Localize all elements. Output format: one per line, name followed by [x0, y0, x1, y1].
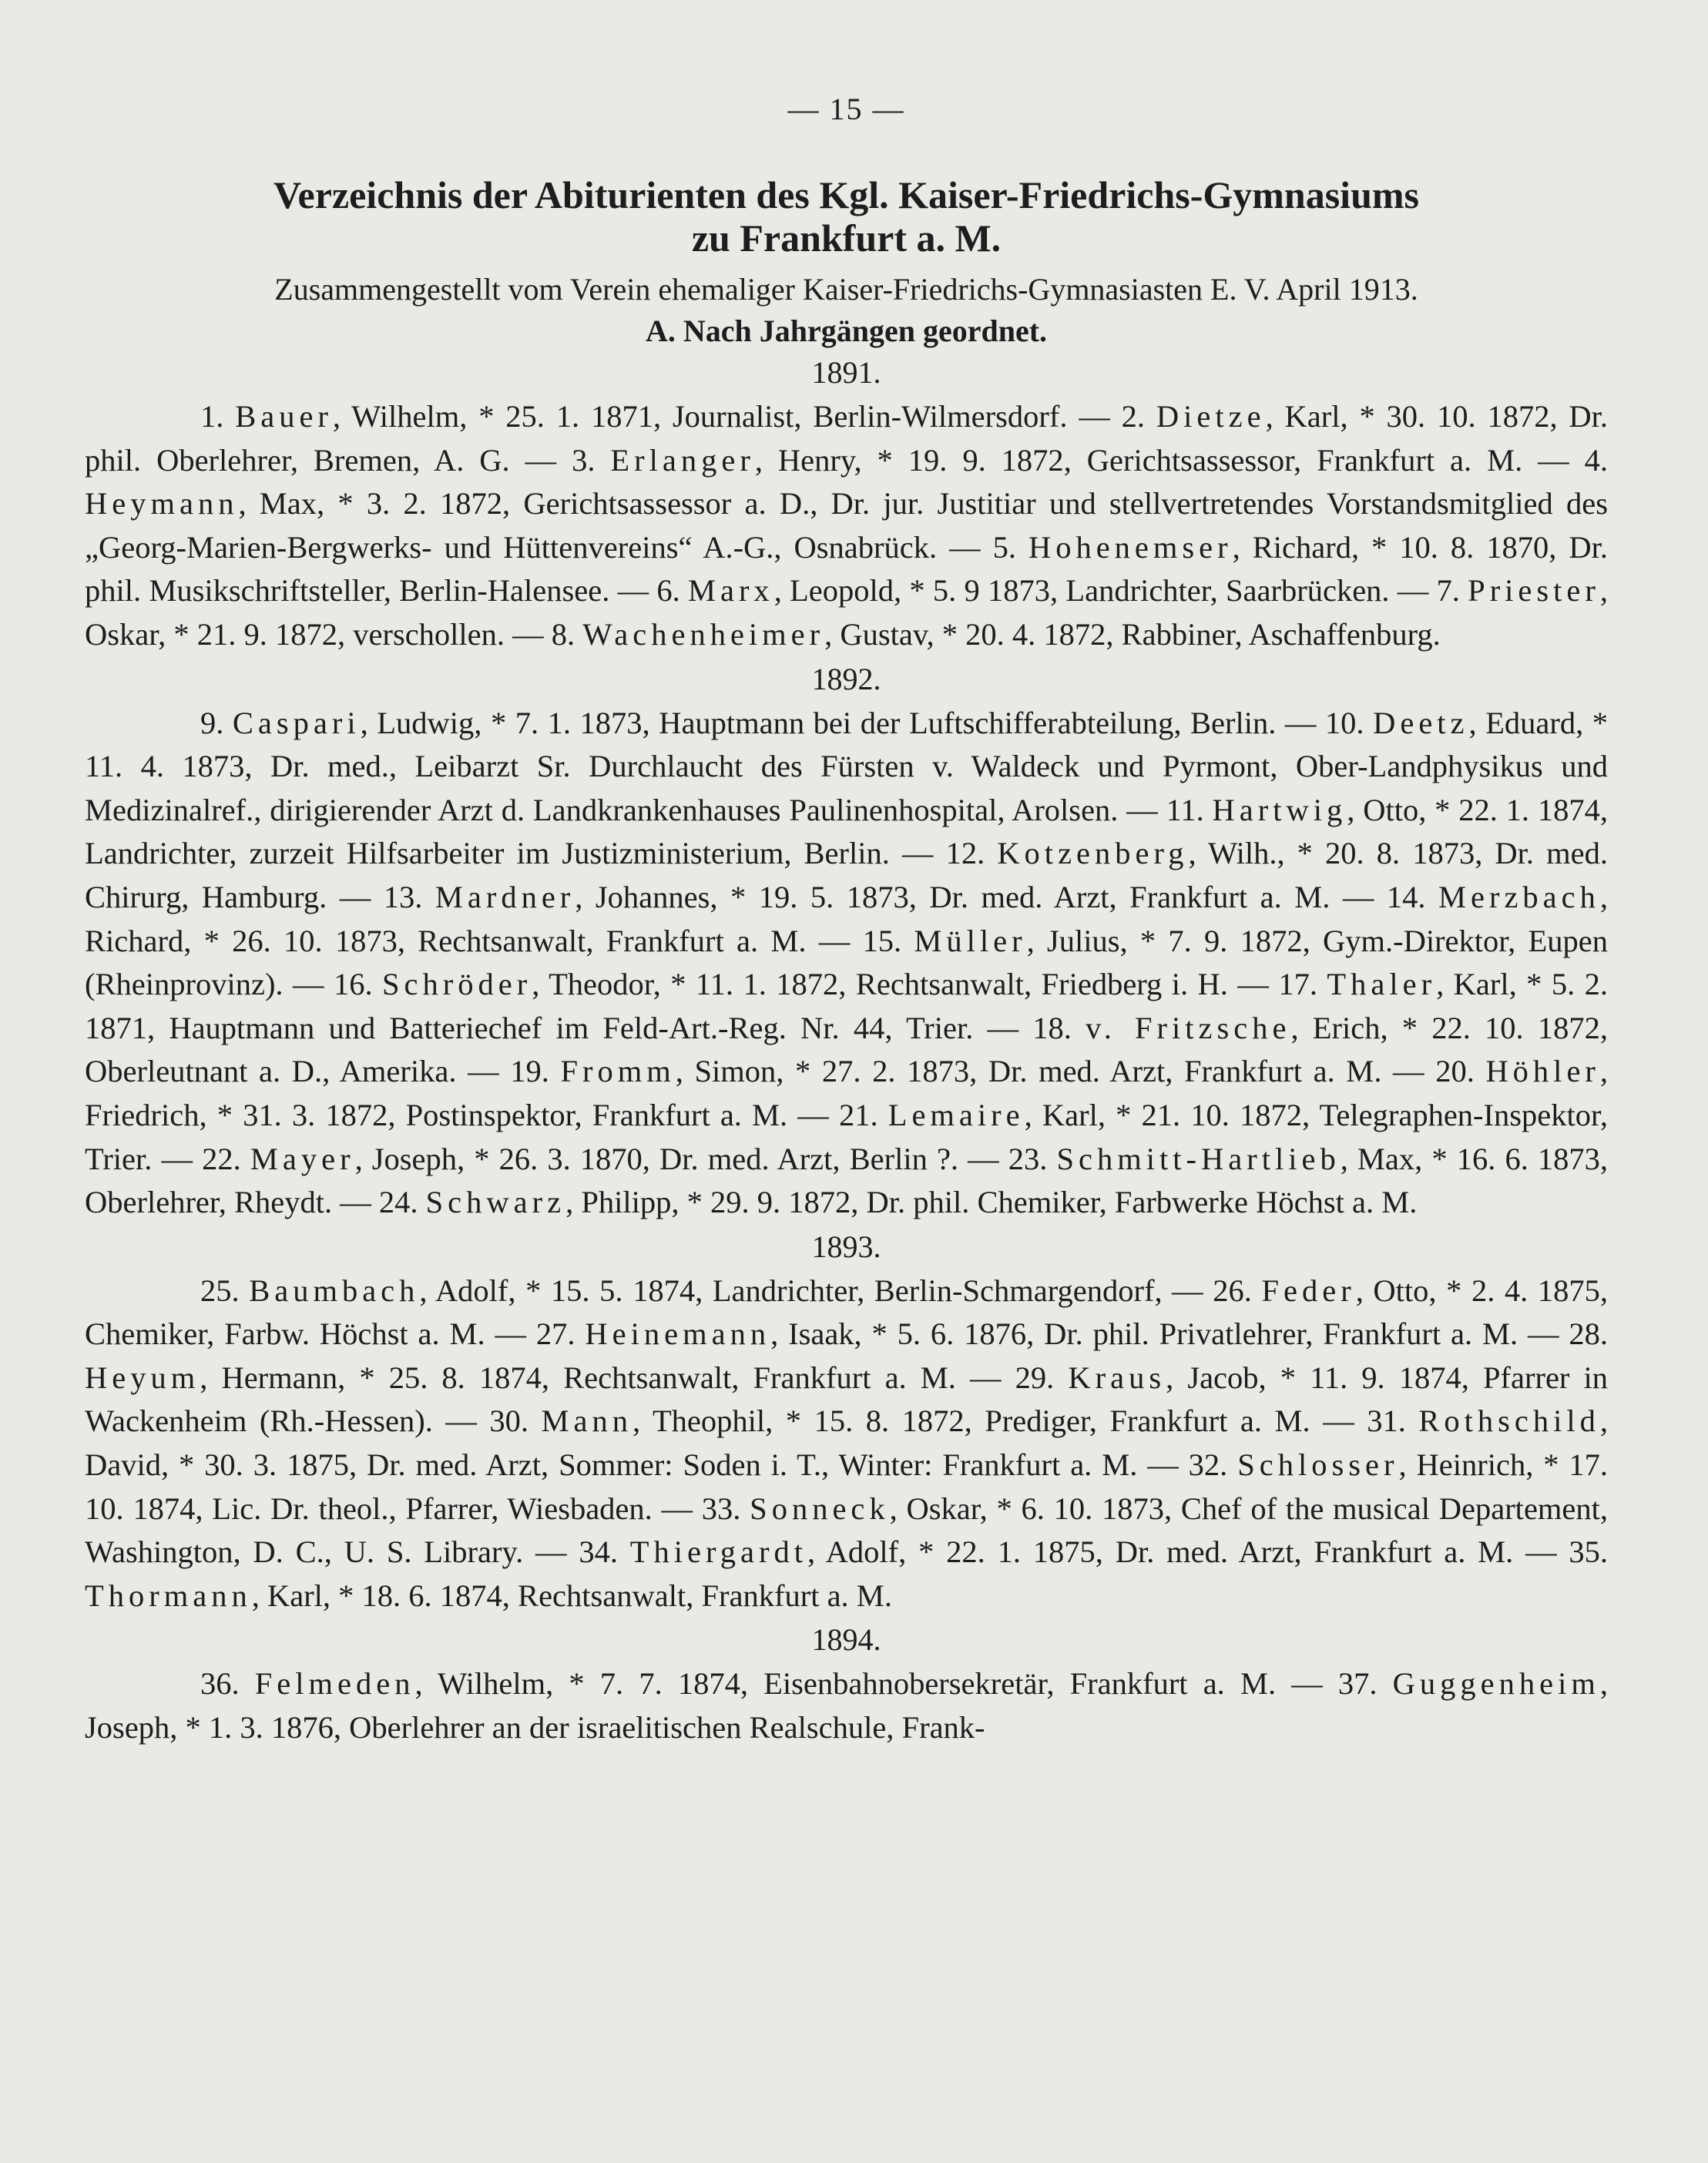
entry-details: , Theophil, * 15. 8. 1872, Prediger, Frankfurt a. M. —	[633, 1403, 1354, 1439]
entry-name: Heinemann	[585, 1316, 771, 1352]
entry-name: Guggenheim	[1392, 1666, 1600, 1702]
entry-number: 28.	[1569, 1316, 1609, 1352]
entry-name: Thiergardt	[629, 1534, 807, 1570]
entry-details: , Wilhelm, * 25. 1. 1871, Journalist, Berlin-Wilmersdorf. —	[332, 399, 1110, 434]
entry-number: 18.	[1032, 1010, 1086, 1045]
entry-name: v. Fritzsche	[1086, 1010, 1291, 1045]
entry-number: 11.	[1166, 792, 1213, 827]
title-line-1: Verzeichnis der Abiturienten des Kgl. Kaiser-Friedrichs-Gymnasiums	[273, 173, 1419, 216]
entry-item	[202, 1142, 999, 1176]
entry-details: , Joseph, * 1. 3. 1876, Oberlehrer an der israelitischen Realschule, Frank-	[85, 1666, 1609, 1745]
entry-name: Hohenemser	[1028, 529, 1233, 565]
entry-name: Dietze	[1156, 399, 1266, 434]
entry-name: Lemaire	[888, 1097, 1025, 1132]
entry-number: 20.	[1435, 1054, 1486, 1089]
entry-name: Schwarz	[425, 1185, 566, 1220]
entry-details: , Otto, * 2. 4. 1875, Chemiker, Farbw. Höchst a. M. —	[85, 1273, 1609, 1352]
year-heading: 1892.	[811, 661, 881, 696]
entry-details: , Simon, * 27. 2. 1873, Dr. med. Arzt, Frankfurt a. M. —	[675, 1054, 1424, 1089]
entry-item	[200, 399, 1110, 434]
entry-number: 32.	[1188, 1447, 1238, 1483]
entry-number: 37.	[1337, 1666, 1393, 1702]
entry-name: Kotzenberg	[997, 836, 1189, 871]
entry-item	[489, 1403, 1354, 1438]
entry-name: Fromm	[560, 1054, 676, 1089]
document-subtitle: Zusammengestellt vom Verein ehemaliger Kaiser-Friedrichs-Gymnasiasten E. V. April 1913.	[274, 272, 1418, 307]
entry-number: 27.	[535, 1316, 586, 1352]
entry-details: , Wilhelm, * 7. 7. 1874, Eisenbahnobersekretär, Frankfurt a. M. —	[414, 1666, 1323, 1702]
entry-name: Felmeden	[254, 1666, 415, 1702]
entry-name: Marx	[687, 573, 774, 609]
entry-number: 13.	[383, 879, 435, 914]
entry-details: , Julius, * 7. 9. 1872, Gym.-Direktor, Eupen (Rheinprovinz). —	[85, 923, 1608, 1002]
entry-details: , Wilh., * 20. 8. 1873, Dr. med. Chirurg, Hamburg. —	[85, 836, 1608, 914]
entry-details: , Karl, * 21. 10. 1872, Telegraphen-Inspektor, Trier. —	[85, 1097, 1609, 1176]
entry-name: Hartwig	[1212, 792, 1347, 827]
entry-number: 22.	[202, 1141, 250, 1176]
entry-name: Höhler	[1485, 1054, 1600, 1089]
entry-number: 3.	[572, 442, 611, 478]
entry-name: Rothschild	[1418, 1403, 1600, 1439]
entry-name: Merzbach	[1438, 879, 1600, 914]
entry-details: , Max, * 3. 2. 1872, Gerichtsassessor a. D., Dr. jur. Justitiar und stellvertretendes Vorstandsmitglied des „Georg-Marien-Bergwerks- und Hüttenvereins“ A.-G., Osnabrück. —	[85, 486, 1608, 565]
entry-details: , Joseph, * 26. 3. 1870, Dr. med. Arzt, Berlin ?. —	[354, 1141, 999, 1176]
year-heading: 1894.	[811, 1622, 881, 1658]
entry-number: 30.	[489, 1403, 542, 1439]
entry-item	[656, 573, 1428, 608]
entry-number: 16.	[333, 967, 383, 1002]
title-line-2: zu Frankfurt a. M.	[691, 216, 1002, 260]
entry-paragraph	[85, 702, 1608, 1225]
entry-item	[384, 880, 1374, 914]
entry-details: , Karl, * 5. 2. 1871, Hauptmann und Batteriechef im Feld-Art.-Reg. Nr. 44, Trier. —	[85, 967, 1609, 1045]
entry-name: Bauer	[235, 399, 333, 434]
entry-number: 23.	[1008, 1141, 1057, 1176]
entry-item	[536, 1316, 1559, 1351]
entry-name: Thaler	[1327, 967, 1437, 1002]
entry-details: , Oskar, * 6. 10. 1873, Chef of the musical Departement, Washington, D. C., U. S. Library. —	[85, 1491, 1609, 1570]
entry-item	[200, 1273, 1203, 1308]
entry-name: Mardner	[435, 879, 575, 914]
entry-number: 35.	[1569, 1534, 1609, 1570]
entry-number: 24.	[378, 1185, 426, 1220]
entry-number: 9.	[200, 705, 233, 740]
entry-details: , Oskar, * 21. 9. 1872, verschollen. —	[85, 573, 1609, 652]
entry-paragraph	[85, 395, 1608, 657]
entry-details: , Richard, * 26. 10. 1873, Rechtsanwalt, Frankfurt a. M. —	[85, 879, 1609, 958]
entry-number: 7.	[1436, 573, 1468, 609]
entry-number: 4.	[1584, 442, 1609, 478]
entry-details: , Eduard, * 11. 4. 1873, Dr. med., Leibarzt Sr. Durchlaucht des Fürsten v. Waldeck und Pyrmont, Ober-Landphysikus und Medizinalref., dirigierender Arzt d. Landkrankenhauses Paulinenhospital, Arolsen. —	[85, 705, 1609, 827]
entry-name: Erlanger	[610, 442, 755, 478]
entry-details: , Erich, * 22. 10. 1872, Oberleutnant a. D., Amerika. —	[85, 1010, 1608, 1089]
entry-details: , Isaak, * 5. 6. 1876, Dr. phil. Privatlehrer, Frankfurt a. M. —	[770, 1316, 1559, 1352]
page-number: — 15 —	[787, 92, 905, 126]
entry-name: Baumbach	[249, 1273, 420, 1308]
entry-number: 2.	[1121, 399, 1156, 434]
entry-number: 34.	[579, 1534, 630, 1570]
entry-name: Heyum	[85, 1360, 200, 1395]
entry-name: Thormann	[85, 1578, 252, 1613]
entry-number: 1.	[200, 399, 236, 434]
entry-details: , Jacob, * 11. 9. 1874, Pfarrer in Wackenheim (Rh.-Hessen). —	[85, 1360, 1609, 1439]
entry-number: 21.	[838, 1097, 888, 1132]
entry-number: 12.	[945, 836, 998, 871]
entry-number: 26.	[1213, 1273, 1262, 1308]
entry-name: Deetz	[1373, 705, 1469, 740]
entry-item	[510, 1054, 1424, 1088]
entry-details: , David, * 30. 3. 1875, Dr. med. Arzt, Sommer: Soden i. T., Winter: Frankfurt a. M. —	[85, 1403, 1608, 1483]
entry-name: Caspari	[232, 705, 361, 740]
entry-details: , Adolf, * 15. 5. 1874, Landrichter, Berlin-Schmargendorf, —	[419, 1273, 1203, 1308]
entry-paragraph	[85, 1662, 1608, 1749]
entry-paragraph	[85, 1269, 1608, 1618]
entry-details: , Heinrich, * 17. 10. 1874, Lic. Dr. theol., Pfarrer, Wiesbaden. —	[85, 1447, 1609, 1526]
entry-name: Schröder	[382, 967, 532, 1002]
entry-details: , Leopold, * 5. 9 1873, Landrichter, Saarbrücken. —	[773, 573, 1429, 609]
year-heading: 1893.	[811, 1229, 881, 1264]
entry-number: 19.	[510, 1054, 561, 1089]
entry-details: , Richard, * 10. 8. 1870, Dr. phil. Musikschriftsteller, Berlin-Halensee. —	[85, 529, 1608, 609]
entry-details: , Karl, * 18. 6. 1874, Rechtsanwalt, Frankfurt a. M.	[251, 1578, 892, 1613]
entry-name: Heymann	[85, 486, 239, 521]
entry-details: , Johannes, * 19. 5. 1873, Dr. med. Arzt, Frankfurt a. M. —	[575, 879, 1374, 914]
entry-number: 6.	[656, 573, 688, 609]
entry-number: 17.	[1278, 967, 1327, 1002]
entry-item	[334, 967, 1269, 1001]
entry-item	[552, 617, 1441, 652]
entry-name: Wachenheimer	[582, 616, 825, 652]
entry-details: , Friedrich, * 31. 3. 1872, Postinspektor, Frankfurt a. M. —	[85, 1054, 1609, 1132]
entry-name: Müller	[914, 923, 1027, 958]
entry-name: Schmitt-Hartlieb	[1056, 1141, 1341, 1176]
entry-details: , Max, * 16. 6. 1873, Oberlehrer, Rheydt. —	[85, 1141, 1609, 1220]
entry-details: , Theodor, * 11. 1. 1872, Rechtsanwalt, Friedberg i. H. —	[532, 967, 1269, 1002]
entry-item	[379, 1185, 1417, 1219]
entry-name: Kraus	[1068, 1360, 1166, 1395]
entry-details: , Henry, * 19. 9. 1872, Gerichtsassessor, Frankfurt a. M. —	[754, 442, 1569, 478]
entry-number: 10.	[1324, 705, 1374, 740]
entry-number: 5.	[992, 529, 1028, 565]
entry-number: 29.	[1015, 1360, 1069, 1395]
entry-details: , Ludwig, * 7. 1. 1873, Hauptmann bei der Luftschifferabteilung, Berlin. —	[360, 705, 1317, 740]
year-sections	[85, 354, 1608, 1750]
entry-details: , Adolf, * 22. 1. 1875, Dr. med. Arzt, Frankfurt a. M. —	[807, 1534, 1557, 1570]
entry-number: 14.	[1386, 879, 1438, 914]
document-title	[85, 173, 1608, 260]
entry-name: Priester	[1468, 573, 1600, 609]
entry-name: Schlosser	[1237, 1447, 1399, 1483]
entry-item	[200, 706, 1316, 740]
entry-name: Feder	[1261, 1273, 1356, 1308]
entry-details: , Hermann, * 25. 8. 1874, Rechtsanwalt, Frankfurt a. M. —	[200, 1360, 1002, 1395]
entry-number: 8.	[551, 616, 583, 652]
entry-details: , Gustav, * 20. 4. 1872, Rabbiner, Aschaffenburg.	[824, 616, 1441, 652]
entry-details: , Otto, * 22. 1. 1874, Landrichter, zurzeit Hilfsarbeiter im Justizministerium, Berlin. —	[85, 792, 1608, 871]
entry-name: Mayer	[250, 1141, 355, 1176]
entry-number: 36.	[200, 1666, 255, 1702]
entry-item	[200, 1666, 1323, 1701]
entry-number: 33.	[701, 1491, 750, 1526]
entry-number: 15.	[862, 923, 914, 958]
entry-item	[579, 1534, 1556, 1569]
year-heading: 1891.	[811, 355, 881, 390]
entry-name: Sonneck	[750, 1491, 890, 1526]
entry-number: 31.	[1367, 1403, 1419, 1439]
entry-details: , Karl, * 30. 10. 1872, Dr. phil. Oberlehrer, Bremen, A. G. —	[85, 399, 1609, 478]
entry-number: 25.	[200, 1273, 250, 1308]
entry-item	[572, 443, 1569, 478]
entry-details: , Philipp, * 29. 9. 1872, Dr. phil. Chemiker, Farbwerke Höchst a. M.	[565, 1185, 1418, 1220]
entry-name: Mann	[541, 1403, 633, 1439]
section-heading: A. Nach Jahrgängen geordnet.	[645, 314, 1048, 348]
